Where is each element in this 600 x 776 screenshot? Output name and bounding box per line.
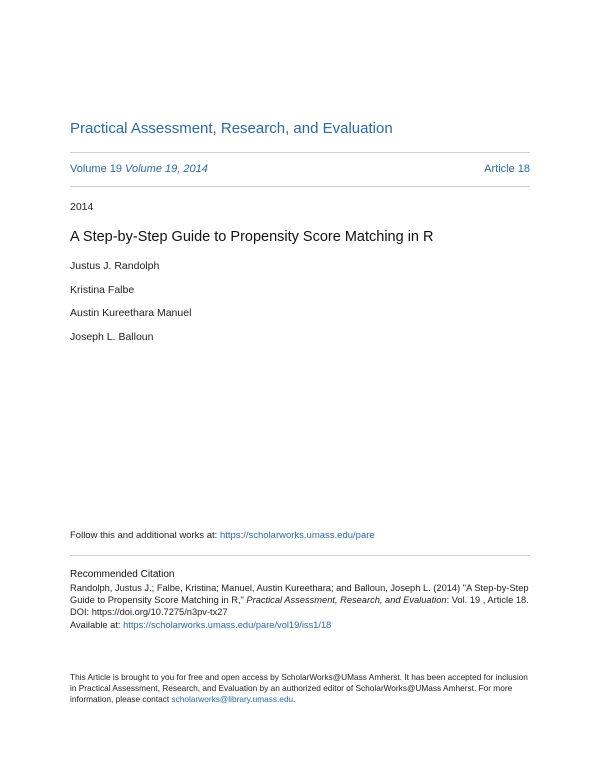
citation-block xyxy=(70,582,532,631)
citation-text xyxy=(70,582,532,606)
divider-issue xyxy=(70,186,530,187)
footer-notice xyxy=(70,672,532,705)
footer-end: . xyxy=(293,694,296,704)
journal-title-link[interactable]: Practical Assessment, Research, and Evaluation xyxy=(70,120,393,137)
citation-available xyxy=(70,619,532,631)
follow-text: Follow this and additional works at: xyxy=(70,530,220,541)
volume-label: Volume 19 xyxy=(70,163,122,175)
footer-text: This Article is brought to you for free and open access by ScholarWorks@UMass Amherst. It has been accepted for inclusion in Practical Assessment, Research, and Evaluation by an authorized editor of ScholarWorks@UMass Amherst. For more information, please contact xyxy=(70,672,528,704)
recommended-citation-heading: Recommended Citation xyxy=(70,569,175,580)
citation-doi: DOI: https://doi.org/10.7275/n3pv-tx27 xyxy=(70,607,228,618)
citation-authors-title: Randolph, Justus J.; Falbe, Kristina; Manuel, Austin Kureethara; and Balloun, Joseph L. (2014) "A Step-by-Step Guide to Propensity Score Matching in R," xyxy=(70,583,529,606)
author-name: Justus J. Randolph xyxy=(70,260,160,272)
contact-email-link[interactable]: scholarworks@library.umass.edu xyxy=(171,694,294,704)
divider-citation xyxy=(70,555,530,556)
author-name: Kristina Falbe xyxy=(70,284,135,296)
author-name: Austin Kureethara Manuel xyxy=(70,307,192,319)
divider-top xyxy=(70,152,530,153)
available-label: Available at: xyxy=(70,619,124,630)
paper-title: A Step-by-Step Guide to Propensity Score Matching in R xyxy=(70,229,434,245)
available-link[interactable]: https://scholarworks.umass.edu/pare/vol19/iss1/18 xyxy=(123,619,332,630)
citation-journal: Practical Assessment, Research, and Evaluation xyxy=(246,595,447,606)
publication-year: 2014 xyxy=(70,201,94,213)
citation-volume: : Vol. 19 , Article 18. xyxy=(446,595,529,606)
volume-year-label: Volume 19, 2014 xyxy=(125,163,208,175)
author-name: Joseph L. Balloun xyxy=(70,331,154,343)
article-number-link[interactable]: Article 18 xyxy=(484,163,530,175)
volume-link[interactable] xyxy=(70,163,208,175)
follow-link[interactable]: https://scholarworks.umass.edu/pare xyxy=(219,530,375,541)
follow-line xyxy=(70,530,375,541)
